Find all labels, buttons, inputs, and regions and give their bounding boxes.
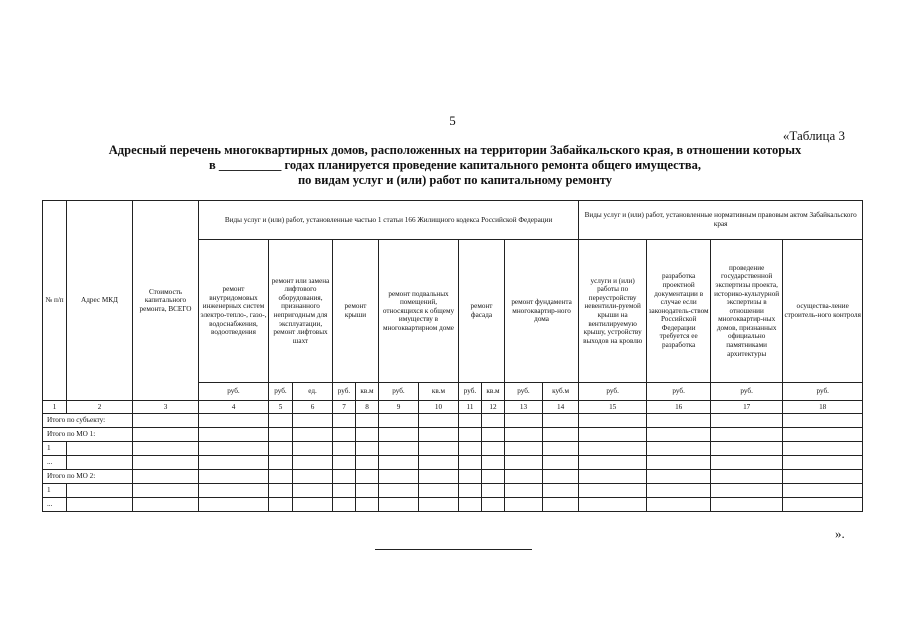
table-row [43, 484, 863, 498]
column-numbers-row [43, 401, 863, 414]
row-label: Итого по субъекту: [43, 414, 133, 428]
row-mo2-total [43, 470, 863, 484]
col-number: 13 [505, 401, 543, 414]
unit-cell: руб. [333, 383, 356, 401]
unit-cell: куб.м [543, 383, 579, 401]
col-number: 7 [333, 401, 356, 414]
header-elevator: ремонт или замена лифтового оборудования, признанного непригодным для эксплуатации, ремонт лифтовых шахт [269, 240, 333, 383]
table-label: «Таблица 3 [782, 128, 845, 143]
closing-quote: ». [835, 526, 845, 541]
row-mo1-total [43, 428, 863, 442]
header-group-row [43, 201, 863, 240]
row-index: 1 [43, 484, 67, 498]
header-group-housing-code: Виды услуг и (или) работ, установленные частью 1 статьи 166 Жилищного кодекса Российской Федерации [199, 201, 579, 240]
col-number: 2 [67, 401, 133, 414]
title-line-2: в __________ годах планируется проведение капитального ремонта общего имущества, [209, 158, 701, 172]
col-number: 6 [293, 401, 333, 414]
unit-cell: руб. [459, 383, 482, 401]
repair-table [42, 200, 863, 512]
header-foundation: ремонт фундамента многоквартир-ного дома [505, 240, 579, 383]
page-number: 5 [449, 113, 456, 128]
col-number: 18 [783, 401, 863, 414]
row-index: ... [43, 498, 67, 512]
unit-cell: руб. [783, 383, 863, 401]
col-number: 14 [543, 401, 579, 414]
header-roof: ремонт крыши [333, 240, 379, 383]
document-title [60, 143, 850, 188]
unit-cell: руб. [647, 383, 711, 401]
header-facade: ремонт фасада [459, 240, 505, 383]
row-index: ... [43, 456, 67, 470]
col-number: 3 [133, 401, 199, 414]
col-number: 15 [579, 401, 647, 414]
header-vent-roof: услуги и (или) работы по переустройству невентили-руемой крыши на вентилируемую крышу, устройству выходов на кровлю [579, 240, 647, 383]
table-row [43, 456, 863, 470]
header-control: осущества-ление строитель-ного контроля [783, 240, 863, 383]
unit-cell: кв.м [482, 383, 505, 401]
unit-cell: кв.м [356, 383, 379, 401]
row-label: Итого по МО 1: [43, 428, 133, 442]
col-number: 8 [356, 401, 379, 414]
row-subject-total [43, 414, 863, 428]
col-number: 11 [459, 401, 482, 414]
unit-cell: ед. [293, 383, 333, 401]
unit-cell: руб. [711, 383, 783, 401]
header-expertise: проведение государственной экспертизы проекта, историко-культурной экспертизы в отношении многоквартир-ных домов, признанных официально памятниками архитектуры [711, 240, 783, 383]
table-row [43, 442, 863, 456]
unit-cell: руб. [579, 383, 647, 401]
signature-divider [375, 549, 532, 550]
unit-cell: кв.м [419, 383, 459, 401]
col-number: 1 [43, 401, 67, 414]
header-total-cost: Стоимость капитального ремонта, ВСЕГО [133, 201, 199, 401]
row-index: 1 [43, 442, 67, 456]
table-row [43, 498, 863, 512]
header-basement: ремонт подвальных помещений, относящихся к общему имуществу в многоквартирном доме [379, 240, 459, 383]
col-number: 4 [199, 401, 269, 414]
header-address: Адрес МКД [67, 201, 133, 401]
col-number: 12 [482, 401, 505, 414]
header-group-regional-act: Виды услуг и (или) работ, установленные нормативным правовым актом Забайкальского края [579, 201, 863, 240]
title-line-3: по видам услуг и (или) работ по капитальному ремонту [297, 173, 613, 187]
col-number: 9 [379, 401, 419, 414]
header-engineering: ремонт внутридомовых инженерных систем электро-тепло-, газо-, водоснабжения, водоотведения [199, 240, 269, 383]
col-number: 17 [711, 401, 783, 414]
row-label: Итого по МО 2: [43, 470, 133, 484]
unit-cell: руб. [199, 383, 269, 401]
col-number: 5 [269, 401, 293, 414]
header-design-docs: разработка проектной документации в случае если законодатель-ством Российской Федерации требуется ее разработка [647, 240, 711, 383]
unit-cell: руб. [269, 383, 293, 401]
col-number: 10 [419, 401, 459, 414]
header-num: № п/п [43, 201, 67, 401]
title-line-1: Адресный перечень многоквартирных домов, расположенных на территории Забайкальского края, в отношении которых [108, 143, 802, 157]
unit-cell: руб. [505, 383, 543, 401]
col-number: 16 [647, 401, 711, 414]
unit-cell: руб. [379, 383, 419, 401]
